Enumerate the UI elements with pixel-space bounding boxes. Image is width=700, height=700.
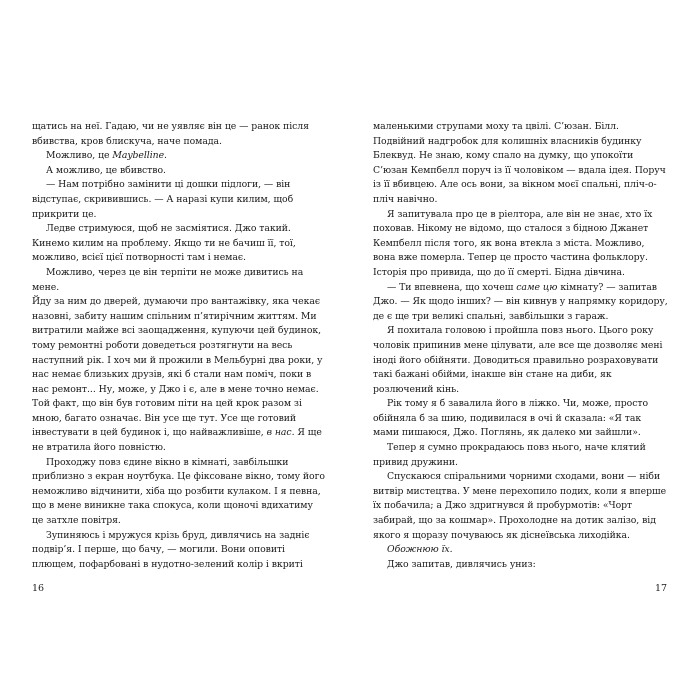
text-run: — Ти впевнена, що хочеш xyxy=(387,281,517,293)
left-page xyxy=(32,120,327,600)
text-run: Можливо, це xyxy=(46,150,113,162)
right-page xyxy=(373,120,668,600)
right-page-text xyxy=(373,120,668,572)
page-number-right: 17 xyxy=(655,583,668,594)
paragraph: щатись на неї. Гадаю, чи не уявляє він це — ранок після вбивства, кров блискуча, наче помада. xyxy=(32,121,309,147)
left-page-text xyxy=(32,120,327,572)
brand-name: Maybelline xyxy=(112,150,165,162)
paragraph: Я похитала головою і пройшла повз нього. Цього року чоловік припинив мене цілувати, але все ще дозволяє мені іноді його обійняти. Доводиться правильно розраховувати такі бажані обійми, інакше він стане на диби, як розлючений кінь. xyxy=(373,325,663,395)
paragraph xyxy=(373,281,668,325)
text-run: . xyxy=(164,150,167,162)
paragraph xyxy=(32,149,327,164)
paragraph: маленькими струпами моху та цвілі. С’юзан. Білл. Подвійний надгробок для колишніх власників будинку Блеквуд. Не знаю, кому спало на думку, що упокоїти С’юзан Кемпбелл поруч із її чоловіком — вдала ідея. Поруч із її вбивцею. Але ось вони, за вікном моєї спальні, пліч-о-пліч навічно. xyxy=(373,121,666,205)
paragraph: Тепер я сумно прокрадаюсь повз нього, наче клятий привид дружини. xyxy=(373,442,646,468)
paragraph: Ледве стримуюся, щоб не засміятися. Джо такий. Кинемо килим на проблему. Якщо ти не бачиш її, тої, можливо, всієї цієї потворності там і немає. xyxy=(32,223,296,264)
paragraph: Спускаюся спіральними чорними сходами, вони — ніби витвір мистецтва. У мене перехопило подих, коли я вперше їх побачила; а Джо здригнувся й пробурмотів: «Чорт забирай, що за кошмар». Прохолодне на дотик залізо, від якого я щоразу почуваюсь як діснеївська лиходійка. xyxy=(373,471,667,541)
paragraph: Зупиняюсь і мружуся крізь бруд, дивлячись на задніє подвір’я. І перше, що бачу, — могили. Вони оповиті плющем, пофарбовані в нудотно-зелений колір і вкриті xyxy=(32,529,310,570)
paragraph: Я запитувала про це в ріелтора, але він не знає, хто їх поховав. Нікому не відомо, що сталося з бідною Джанет Кемпбелл після того, як вона втекла з міста. Можливо, вона вже померла. Тепер це просто частина фольклору. Історія про привида, що до її смерті. Бідна дівчина. xyxy=(373,208,653,278)
paragraph: Проходжу повз єдине вікно в кімнаті, завбільшки приблизно з екран ноутбука. Це фіксоване вікно, тому його неможливо відчинити, хіба що розбити кулаком. І я певна, що в мене виникне така спокуса, коли щоночі вдихатиму це затхле повітря. xyxy=(32,456,325,527)
emphasis: в нас xyxy=(266,427,292,439)
paragraph: — Нам потрібно замінити ці дошки підлоги, — він відступає, скривившись. — А наразі купи килим, щоб прикрити це. xyxy=(32,179,294,220)
emphasis: Обожнюю їх. xyxy=(387,544,453,556)
paragraph: Рік тому я б завалила його в ліжко. Чи, може, просто обійняла б за шию, подивилася в очі й сказала: «Я так мами пишаюся, Джо. Поглянь, як далеко ми зайшли». xyxy=(373,398,648,439)
text-run: . Я ще не втратила його повністю. xyxy=(32,427,322,454)
paragraph: А можливо, це вбивство. xyxy=(46,164,166,176)
paragraph xyxy=(32,295,327,456)
page-number-left: 16 xyxy=(32,583,45,594)
paragraph xyxy=(373,543,668,558)
paragraph: Можливо, через це він терпіти не може дивитись на мене. xyxy=(32,266,304,293)
paragraph: Джо запитав, дивлячись униз: xyxy=(387,558,536,570)
text-run: кімнату? — запитав Джо. — Як щодо інших? — він кивнув у напрямку коридору, де є ще три великі спальні, завбільшки з гараж. xyxy=(373,281,668,322)
emphasis: саме цю xyxy=(516,281,558,293)
text-run: Йду за ним до дверей, думаючи про вантажівку, яка чекає назовні, забиту нашим спільним п’ятирічним життям. Ми витратили майже всі заощадження, купуючи цей будинок, тому ремонтні роботи доведеться розтягнути на весь наступний рік. І хоч ми й прожили в Мельбурні два роки, у нас немає близьких друзів, які б стали нам поміч, поки в нас ремонт... Ну, може, у Джо і є, але в мене точно немає. Той факт, що він був готовим піти на цей крок разом зі мною, багато означає. Він усе ще тут. Усе ще готовий інвестувати в цей будинок і, що найважливіше, xyxy=(32,296,323,439)
